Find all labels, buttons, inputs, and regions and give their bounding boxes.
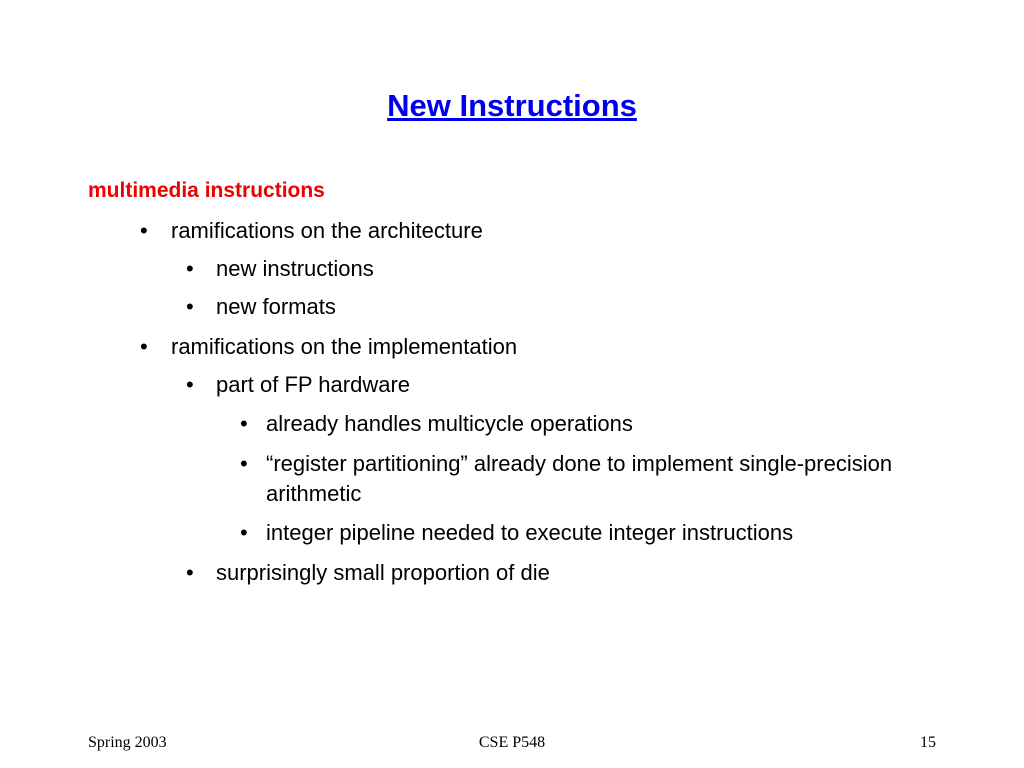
footer-page-number: 15 — [920, 734, 936, 751]
bullet-icon: • — [240, 451, 248, 476]
bullet-icon: • — [140, 334, 148, 359]
bullet-text: ramifications on the implementation — [171, 334, 518, 359]
bullet-text: already handles multicycle operations — [266, 411, 633, 436]
bullet-icon: • — [186, 560, 194, 585]
bullet-text: ramifications on the architecture — [171, 218, 483, 243]
bullet-text: new formats — [216, 294, 336, 319]
footer-date: Spring 2003 — [88, 734, 167, 751]
bullet-icon: • — [140, 218, 148, 243]
bullet-icon: • — [186, 256, 194, 281]
bullet-text: “register partitioning” already done to implement single-precision arithmetic — [266, 451, 893, 506]
bullet-text: part of FP hardware — [216, 372, 411, 397]
bullet-icon: • — [186, 372, 194, 397]
bullet-icon: • — [240, 520, 248, 545]
bullet-text: integer pipeline needed to execute integer instructions — [266, 520, 794, 545]
footer-course: CSE P548 — [478, 734, 546, 751]
bullet-text: surprisingly small proportion of die — [216, 560, 550, 585]
bullet-icon: • — [240, 411, 248, 436]
bullet-icon: • — [186, 294, 194, 319]
slide-title[interactable]: New Instructions — [387, 88, 637, 123]
section-heading: multimedia instructions — [88, 179, 325, 202]
bullet-text: new instructions — [216, 256, 374, 281]
